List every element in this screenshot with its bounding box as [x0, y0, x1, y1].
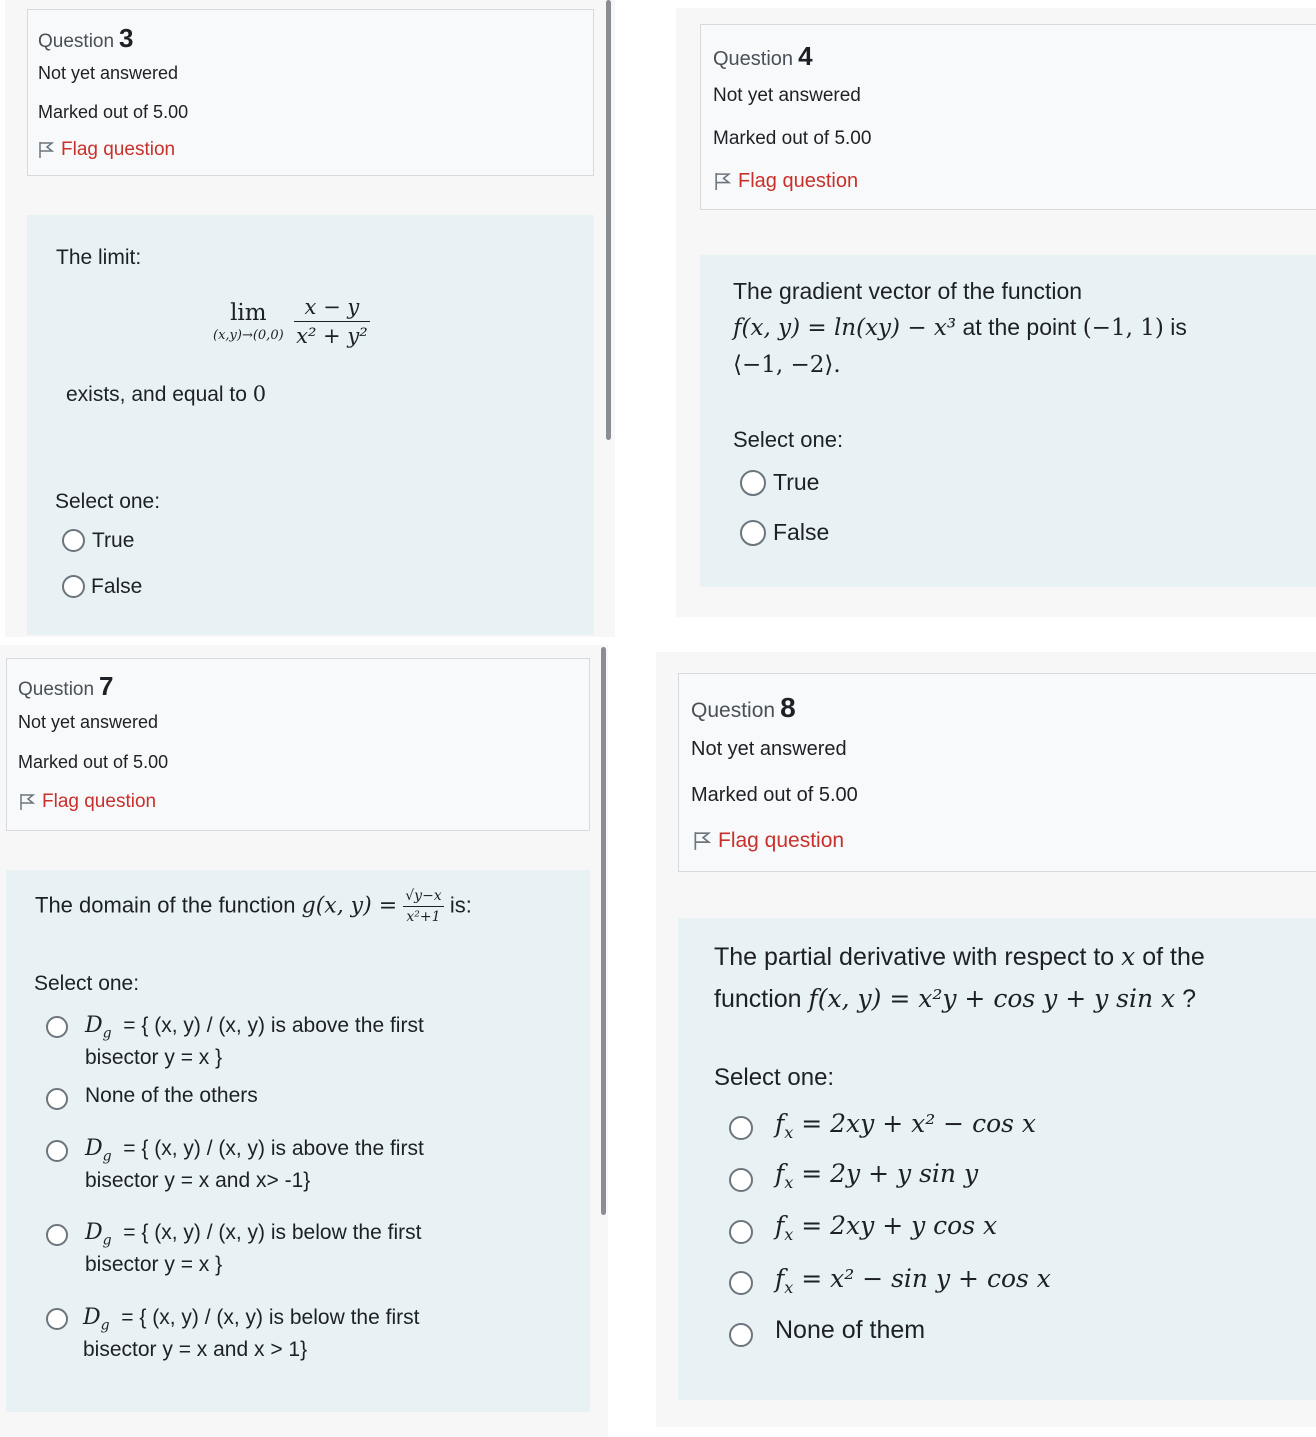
q3-radio-true[interactable]	[62, 529, 85, 552]
q7-flag-question[interactable]: Flag question	[19, 791, 156, 813]
q4-radio-false[interactable]	[740, 520, 766, 546]
q3-scrollbar[interactable]	[606, 0, 611, 440]
q3-question-number: Question 3	[38, 23, 134, 53]
q8-line1: The partial derivative with respect to x of the	[714, 942, 1205, 971]
q8-question-number: Question 8	[691, 692, 796, 723]
q7-option-3[interactable]: $D_g$ = { (x, y) / (x, y) is above the first bisector y = x and x> -1}	[85, 1136, 424, 1192]
q3-info-box	[27, 9, 594, 176]
q4-status: Not yet answered	[713, 85, 861, 106]
q8-radio-3[interactable]	[729, 1220, 753, 1244]
q7-stem: The domain of the function g(x, y) = $\frac{√y-x}{\text{x²+1}}$ is:	[35, 888, 472, 925]
q8-option-2[interactable]: $f_x = 2y + y$ sin y	[775, 1159, 979, 1192]
q8-option-4[interactable]: $f_x = x^2 - \sin y + \cos x$	[775, 1264, 1051, 1297]
q4-radio-true[interactable]	[740, 470, 766, 496]
q3-flag-question[interactable]: Flag question	[38, 139, 175, 161]
q7-option-1[interactable]: $D_g$ = { (x, y) / (x, y) is above the first bisector y = x }	[85, 1013, 424, 1069]
q8-status: Not yet answered	[691, 738, 847, 760]
flag-icon	[714, 172, 731, 191]
q3-option-false[interactable]: False	[91, 575, 143, 598]
q7-scrollbar[interactable]	[601, 647, 606, 1215]
q7-radio-3[interactable]	[46, 1140, 68, 1162]
q4-flag-question[interactable]: Flag question	[714, 170, 858, 193]
q8-line2: function f(x, y) = x²y + cos y + y sin x ?	[714, 984, 1197, 1013]
q3-radio-false[interactable]	[62, 575, 85, 598]
q8-info-box	[678, 673, 1316, 872]
q3-option-true[interactable]: True	[92, 529, 135, 552]
q4-line3: ⟨−1, −2⟩.	[733, 352, 841, 378]
q4-line1: The gradient vector of the function	[733, 278, 1083, 304]
q4-option-true[interactable]: True	[773, 469, 820, 495]
q3-intro: The limit:	[56, 246, 142, 269]
q8-option-3[interactable]: $f_x = 2xy + y$ cos x	[775, 1211, 998, 1244]
q3-content	[27, 215, 594, 635]
q4-content	[700, 255, 1316, 587]
q3-select-one: Select one:	[55, 490, 161, 513]
flag-icon	[19, 793, 35, 811]
q8-option-5[interactable]: None of them	[775, 1316, 926, 1344]
q4-question-number: Question 4	[713, 41, 813, 71]
q7-marks: Marked out of 5.00	[18, 752, 169, 772]
q3-status: Not yet answered	[38, 63, 179, 83]
q8-radio-5[interactable]	[729, 1323, 753, 1347]
flag-icon	[38, 141, 54, 159]
q7-select-one: Select one:	[34, 972, 140, 995]
q7-option-4[interactable]: $D_g$ = { (x, y) / (x, y) is below the first bisector y = x }	[85, 1220, 422, 1276]
q8-radio-1[interactable]	[729, 1116, 753, 1140]
q7-radio-1[interactable]	[46, 1016, 68, 1038]
q7-radio-2[interactable]	[46, 1088, 68, 1110]
q8-flag-question[interactable]: Flag question	[693, 829, 844, 853]
q7-option-5[interactable]: $D_g$ = { (x, y) / (x, y) is below the first bisector y = x and x > 1}	[83, 1305, 420, 1361]
flag-icon	[693, 831, 711, 851]
q4-marks: Marked out of 5.00	[713, 128, 872, 149]
q8-option-1[interactable]: $f_x = 2xy + x^2 - \cos x$	[775, 1109, 1037, 1142]
q8-radio-2[interactable]	[729, 1168, 753, 1192]
q4-select-one: Select one:	[733, 427, 844, 452]
q7-radio-5[interactable]	[46, 1308, 68, 1330]
q7-option-2[interactable]: None of the others	[85, 1084, 258, 1107]
q4-option-false[interactable]: False	[773, 519, 830, 545]
q8-marks: Marked out of 5.00	[691, 784, 858, 806]
q7-question-number: Question 7	[18, 671, 114, 701]
q8-radio-4[interactable]	[729, 1271, 753, 1295]
q7-content	[6, 870, 590, 1412]
q3-conclusion: exists, and equal to 0	[66, 382, 267, 406]
q4-info-box	[700, 24, 1316, 210]
q3-marks: Marked out of 5.00	[38, 102, 189, 122]
q7-radio-4[interactable]	[46, 1224, 68, 1246]
q7-status: Not yet answered	[18, 712, 159, 732]
q7-info-box	[6, 658, 590, 831]
q4-line2: f(x, y) = ln(xy) − x³ at the point (−1, 1) is	[733, 314, 1187, 341]
q8-select-one: Select one:	[714, 1064, 835, 1091]
q8-content	[678, 918, 1316, 1400]
q3-limit: lim (x,y)→(0,0) $\frac{x - y}{\text{x² + y²}}$	[213, 295, 368, 348]
